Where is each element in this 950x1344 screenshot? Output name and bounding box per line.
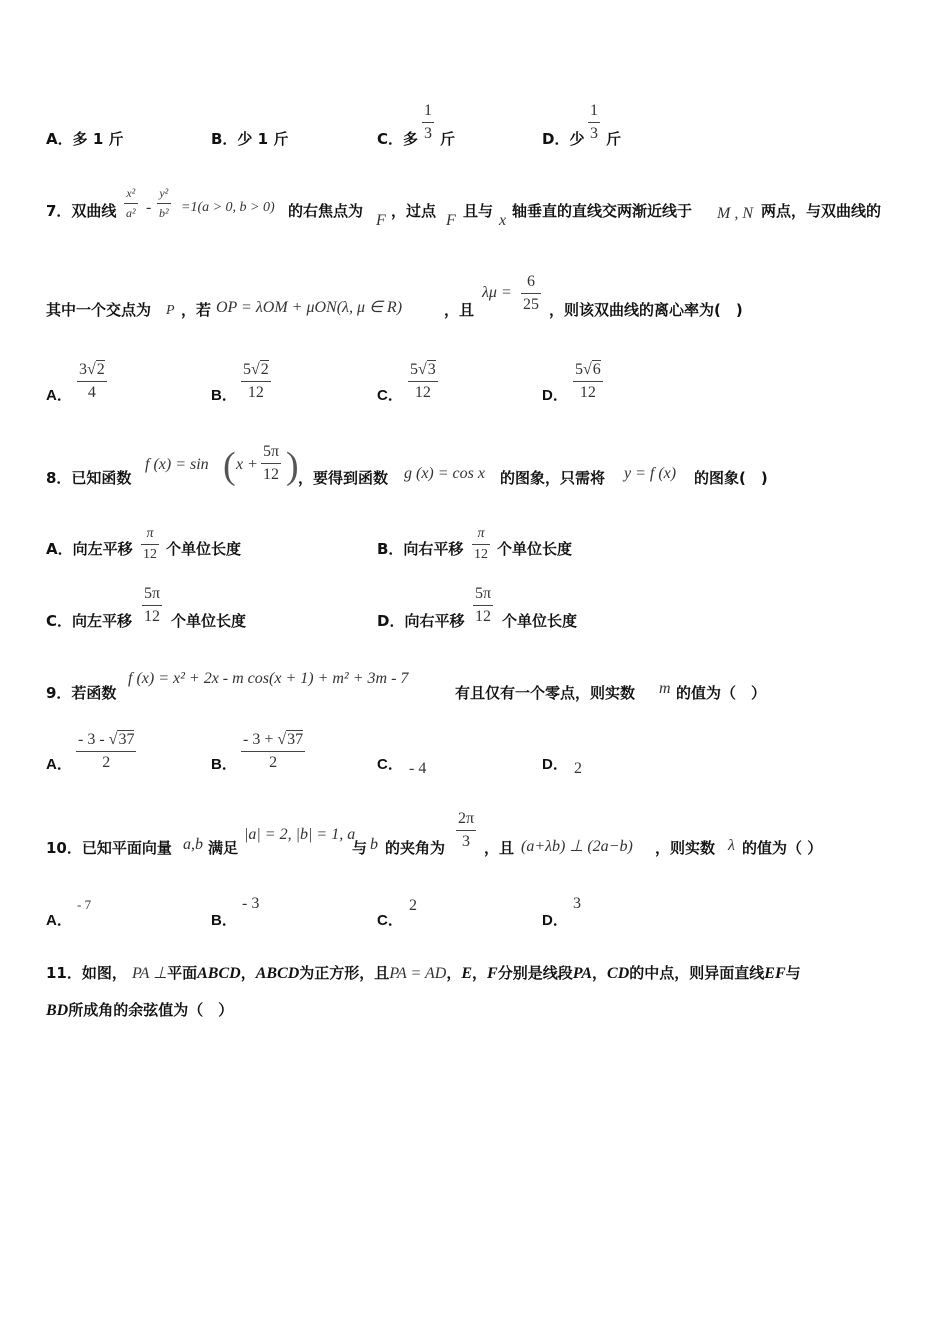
fraction-denominator: 2 bbox=[102, 754, 111, 771]
q7-equation-rest: =1(a > 0, b > 0) bbox=[181, 200, 275, 215]
q9-option-d-value: 2 bbox=[574, 760, 582, 777]
fraction-denominator: 3 bbox=[462, 833, 471, 850]
q11-pa: PA bbox=[572, 965, 592, 982]
q8-function-g: g (x) = cos x bbox=[404, 465, 485, 482]
q11-e: E bbox=[461, 965, 473, 982]
q10-text-1: 满足 bbox=[208, 839, 239, 857]
q7-option-c-fraction: 5√3 12 bbox=[410, 361, 436, 401]
q11-abcd: ABCD bbox=[197, 965, 241, 982]
q7-F-1: F bbox=[376, 212, 386, 229]
q7-option-b-label: B． bbox=[211, 387, 237, 404]
q10-option-b-label: B． bbox=[211, 912, 237, 929]
q7-x2-over-a2 bbox=[124, 186, 138, 221]
q7-text-4: 轴垂直的直线交两渐近线于 bbox=[512, 202, 693, 220]
coefficient: 5 bbox=[243, 361, 251, 378]
q7-number: 7．双曲线 bbox=[46, 202, 117, 220]
b-squared: b² bbox=[159, 206, 169, 220]
q10-condition: |a| = 2, |b| = 1, a bbox=[244, 826, 356, 843]
q9-text-2: 的值为（ ） bbox=[676, 684, 767, 702]
fraction-denominator: 12 bbox=[263, 466, 280, 483]
q6-option-d-label: D．少 bbox=[542, 130, 585, 148]
q8-option-c-fraction bbox=[142, 585, 162, 626]
q7-text-2: ，过点 bbox=[391, 202, 437, 220]
q11-text: 平面 bbox=[167, 964, 198, 982]
q8-text-3: 的图象( ) bbox=[694, 469, 768, 487]
q11-text: 所成角的余弦值为（ ） bbox=[68, 1001, 234, 1019]
q10-text-3: 的夹角为 bbox=[385, 839, 446, 857]
q10-vector-b: b bbox=[370, 836, 378, 853]
q7-option-d-label: D． bbox=[542, 387, 568, 404]
q8-option-a-label: A．向左平移 bbox=[46, 540, 133, 558]
q10-angle-fraction bbox=[456, 810, 476, 851]
q7-ratio-fraction bbox=[521, 273, 541, 314]
fraction-denominator: 25 bbox=[523, 296, 539, 313]
q7-text-1: 的右焦点为 bbox=[288, 202, 364, 220]
q7-MN: M , N bbox=[717, 205, 753, 222]
q9-option-a-label: A． bbox=[46, 756, 72, 773]
q7-F-2: F bbox=[446, 212, 456, 229]
q8-option-a-fraction bbox=[141, 526, 159, 563]
q10-option-d-value: 3 bbox=[573, 895, 581, 912]
q7-option-d-fraction: 5√6 12 bbox=[575, 361, 601, 401]
q10-option-a-value: - 7 bbox=[77, 897, 92, 912]
q10-option-c-label: C． bbox=[377, 912, 403, 929]
q7-line2-a: 其中一个交点为 bbox=[46, 301, 152, 319]
q8-y-equals-f: y = f (x) bbox=[624, 465, 677, 482]
q8-option-a-tail: 个单位长度 bbox=[166, 540, 242, 558]
numerator-prefix: - 3 + bbox=[243, 731, 274, 748]
left-paren-icon: ( bbox=[223, 445, 236, 487]
fraction-numerator: 1 bbox=[424, 102, 432, 119]
q6-option-d-tail: 斤 bbox=[606, 130, 622, 148]
q11-text: ， bbox=[592, 964, 608, 982]
q11-text: ， bbox=[472, 964, 488, 982]
q8-option-c-tail: 个单位长度 bbox=[171, 612, 247, 630]
q10-option-c-value: 2 bbox=[409, 897, 417, 914]
q10-option-a-label: A． bbox=[46, 912, 72, 929]
q6-option-a: A．多 1 斤 bbox=[46, 130, 124, 148]
fraction-numerator: 5π bbox=[475, 585, 492, 602]
fraction-numerator: 2π bbox=[458, 810, 475, 827]
q7-lambda-mu: λμ = bbox=[482, 284, 512, 301]
q9-option-d-label: D． bbox=[542, 756, 568, 773]
q7-minus: - bbox=[146, 199, 152, 216]
q7-text-3: 且与 bbox=[463, 202, 494, 220]
q7-option-c-label: C． bbox=[377, 387, 403, 404]
q6-option-c-label: C．多 bbox=[377, 130, 419, 148]
fraction-numerator: π bbox=[477, 526, 485, 541]
fraction-denominator: 12 bbox=[474, 547, 488, 562]
q11-f: F bbox=[487, 965, 498, 982]
q6-option-c-fraction bbox=[422, 102, 434, 143]
x-squared: x² bbox=[126, 186, 136, 200]
q9-option-b-label: B． bbox=[211, 756, 237, 773]
q11-text: 为正方形，且 bbox=[299, 964, 390, 982]
q10-text-2: 与 bbox=[352, 839, 368, 857]
q11-text: 的中点，则异面直线 bbox=[629, 964, 765, 982]
q10-vectors-ab: a,b bbox=[183, 836, 203, 853]
q10-text-6: 的值为（ ） bbox=[742, 839, 823, 857]
fraction-numerator: π bbox=[146, 526, 154, 541]
radicand: 2 bbox=[260, 361, 269, 378]
q7-option-b-fraction: 5√2 12 bbox=[243, 361, 269, 401]
q8-fraction bbox=[261, 443, 281, 484]
q6-option-b: B．少 1 斤 bbox=[211, 130, 289, 148]
fraction-denominator: 3 bbox=[590, 125, 598, 142]
q10-text-5: ，则实数 bbox=[655, 839, 716, 857]
q11-text: ， bbox=[446, 964, 462, 982]
coefficient: 5 bbox=[575, 361, 583, 378]
q8-option-d-fraction bbox=[473, 585, 493, 626]
coefficient: 5 bbox=[410, 361, 418, 378]
fraction-numerator: 1 bbox=[590, 102, 598, 119]
a-squared: a² bbox=[126, 206, 136, 220]
fraction-denominator: 12 bbox=[144, 608, 161, 625]
q8-option-c-label: C．向左平移 bbox=[46, 612, 133, 630]
fraction-denominator: 2 bbox=[269, 754, 278, 771]
q8-option-b-fraction bbox=[472, 526, 490, 563]
q11-text: 分别是线段 bbox=[497, 964, 573, 982]
q9-function: f (x) = x² + 2x - m cos(x + 1) + m² + 3m - 7 bbox=[128, 670, 409, 687]
fraction-denominator: 12 bbox=[475, 608, 492, 625]
q9-option-a-fraction: - 3 - √37 2 bbox=[78, 731, 135, 771]
q6-option-d-fraction bbox=[588, 102, 600, 143]
q7-y2-over-b2 bbox=[157, 186, 171, 221]
radicand: 3 bbox=[427, 361, 436, 378]
q11-ef: EF bbox=[764, 965, 786, 982]
fraction-denominator: 12 bbox=[247, 384, 264, 401]
q7-line2-c: ，且 bbox=[444, 301, 475, 319]
q8-paren-inner: x + bbox=[236, 456, 258, 473]
q8-option-d-label: D．向右平移 bbox=[377, 612, 465, 630]
q7-line2-b: ，若 bbox=[181, 301, 212, 319]
q7-vector-equation: OP = λOM + μON(λ, μ ∈ R) bbox=[216, 299, 403, 316]
q6-option-c-tail: 斤 bbox=[440, 130, 456, 148]
q7-line2-d: ，则该双曲线的离心率为( ) bbox=[549, 301, 743, 319]
right-paren-icon: ) bbox=[286, 445, 299, 487]
q8-function-f: f (x) = sin bbox=[145, 456, 209, 473]
q8-option-b-tail: 个单位长度 bbox=[497, 540, 573, 558]
q10-option-d-label: D． bbox=[542, 912, 568, 929]
q11-pa-perp: PA ⊥ bbox=[131, 965, 168, 982]
radicand: 6 bbox=[592, 361, 601, 378]
coefficient: 3 bbox=[79, 361, 87, 378]
q11-question bbox=[46, 955, 906, 1029]
q10-option-b-value: - 3 bbox=[242, 895, 260, 912]
q7-x: x bbox=[499, 212, 507, 229]
q11-abcd: ABCD bbox=[255, 965, 300, 982]
q10-lambda: λ bbox=[728, 837, 735, 854]
fraction-denominator: 12 bbox=[579, 384, 596, 401]
q11-number: 11．如图， bbox=[46, 964, 127, 982]
q8-text-2: 的图象，只需将 bbox=[500, 469, 606, 487]
q10-perpendicular: (a+λb) ⊥ (2a−b) bbox=[521, 838, 633, 855]
fraction-numerator: 5π bbox=[144, 585, 161, 602]
q9-m: m bbox=[659, 680, 671, 697]
q7-P: P bbox=[166, 303, 175, 318]
q11-text: ， bbox=[240, 964, 256, 982]
q9-option-c-value: - 4 bbox=[409, 760, 427, 777]
radicand: 2 bbox=[96, 361, 105, 378]
q11-bd: BD bbox=[46, 1002, 69, 1019]
numerator-prefix: - 3 - bbox=[78, 731, 105, 748]
q7-text-5: 两点，与双曲线的 bbox=[761, 202, 882, 220]
radicand: 37 bbox=[118, 731, 135, 748]
q11-text: 与 bbox=[785, 964, 801, 982]
q10-text-4: ，且 bbox=[484, 839, 515, 857]
q11-pa-equals-ad: PA = AD bbox=[389, 965, 447, 982]
q9-option-c-label: C． bbox=[377, 756, 403, 773]
q7-option-a-fraction: 3√2 4 bbox=[79, 361, 105, 401]
fraction-numerator: 5π bbox=[263, 443, 280, 460]
q8-number: 8．已知函数 bbox=[46, 469, 132, 487]
fraction-denominator: 3 bbox=[424, 125, 432, 142]
fraction-denominator: 12 bbox=[143, 547, 157, 562]
fraction-numerator: 6 bbox=[527, 273, 535, 290]
q8-option-b-label: B．向右平移 bbox=[377, 540, 464, 558]
y-squared: y² bbox=[159, 186, 169, 200]
q9-number: 9．若函数 bbox=[46, 684, 117, 702]
q8-text-1: ，要得到函数 bbox=[298, 469, 389, 487]
fraction-denominator: 12 bbox=[414, 384, 431, 401]
q9-option-b-fraction: - 3 + √37 2 bbox=[243, 731, 304, 771]
q7-option-a-label: A． bbox=[46, 387, 72, 404]
q8-option-d-tail: 个单位长度 bbox=[502, 612, 578, 630]
radicand: 37 bbox=[287, 731, 304, 748]
q9-text-1: 有且仅有一个零点，则实数 bbox=[455, 684, 636, 702]
fraction-denominator: 4 bbox=[87, 384, 96, 401]
q10-number: 10．已知平面向量 bbox=[46, 839, 172, 857]
q11-cd: CD bbox=[607, 965, 630, 982]
